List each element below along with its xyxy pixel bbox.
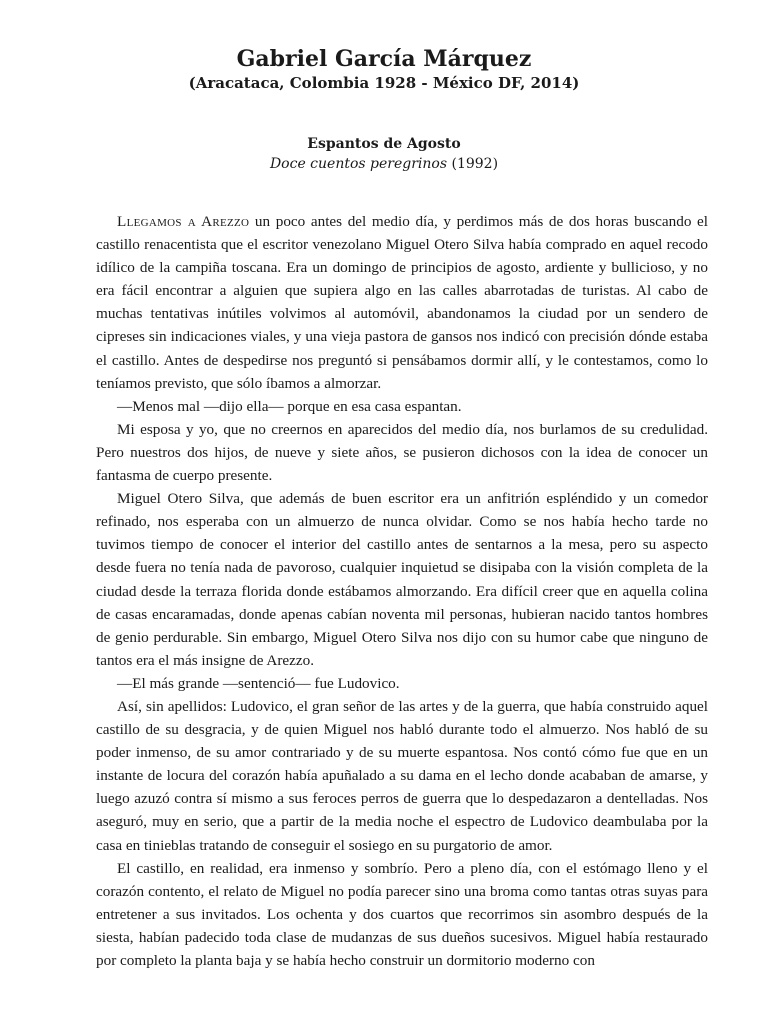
author-name: Gabriel García Márquez bbox=[236, 46, 532, 72]
paragraph bbox=[96, 210, 708, 395]
story-body bbox=[96, 210, 708, 972]
paragraph: Mi esposa y yo, que no creernos en aparecidos del medio día, nos burlamos de su credulidad. Pero nuestros dos hijos, de nueve y siete años, se pusieron dichosos con la idea de conocer un fantasma de cuerpo presente. bbox=[96, 420, 708, 485]
paragraph: Miguel Otero Silva, que además de buen escritor era un anfitrión espléndido y un comedor refinado, nos esperaba con un almuerzo de nunca olvidar. Como se nos había hecho tarde no tuvimos tiempo de conocer el interior del castillo antes de sentarnos a la mesa, pero su aspecto desde fuera no tenía nada de pavoroso, cualquier inquietud se disipaba con la visión completa de la ciudad desde la terraza florida donde estábamos almorzando. Era difícil creer que en aquella colina de casas encaramadas, donde apenas cabían noventa mil personas, hubieran nacido tantos hombres de genio perdurable. Sin embargo, Miguel Otero Silva nos dijo con su humor cabe que ninguno de tantos era el más insigne de Arezzo. bbox=[96, 490, 708, 669]
paragraph: —Menos mal —dijo ella— porque en esa casa espantan. bbox=[117, 397, 462, 415]
paragraph: El castillo, en realidad, era inmenso y sombrío. Pero a pleno día, con el estómago lleno y el corazón contento, el relato de Miguel no podía parecer sino una broma como tantas otras suyas para entretener a sus invitados. Los ochenta y dos cuartos que recorrimos sin asombro después de la siesta, habían padecido toda clase de mudanzas de sus dueños sucesivos. Miguel había restaurado por completo la planta baja y se había hecho construir un dormitorio moderno con bbox=[96, 859, 708, 969]
paragraph: —El más grande —sentenció— fue Ludovico. bbox=[117, 674, 400, 692]
author-lifespan: (Aracataca, Colombia 1928 - México DF, 2014) bbox=[188, 74, 580, 92]
book-title: Doce cuentos peregrinos bbox=[269, 156, 448, 172]
paragraph-text: un poco antes del medio día, y perdimos más de dos horas buscando el castillo renacentista que el escritor venezolano Miguel Otero Silva había comprado en aquel recodo idílico de la campiña toscana. Era un domingo de principios de agosto, ardiente y bullicioso, y no era fácil encontrar a alguien que supiera algo en las calles abarrotadas de turistas. Al cabo de muchas tentativas inútiles volvimos al automóvil, abandonamos la ciudad por un sendero de cipreses sin indicaciones viales, y una vieja pastora de gansos nos indicó con precisión dónde estaba el castillo. Antes de despedirse nos preguntó si pensábamos dormir allí, y le contestamos, como lo teníamos previsto, que sólo íbamos a almorzar. bbox=[96, 213, 709, 392]
paragraph: Así, sin apellidos: Ludovico, el gran señor de las artes y de la guerra, que había construido aquel castillo de su desgracia, y de quien Miguel nos habló durante todo el almuerzo. Nos habló de su poder inmenso, de su amor contrariado y de su muerte espantosa. Nos contó cómo fue que en un instante de locura del corazón había apuñalado a su dama en el lecho donde acababan de amarse, y luego azuzó contra sí mismo a sus feroces perros de guerra que lo despedazaron a dentelladas. Nos aseguró, muy en serio, que a partir de la media noche el espectro de Ludovico deambulaba por la casa en tinieblas tratando de conseguir el sosiego en su purgatorio de amor. bbox=[96, 697, 708, 854]
book-reference bbox=[0, 156, 768, 172]
story-title: Espantos de Agosto bbox=[307, 136, 461, 152]
opening-words: Llegamos a Arezzo bbox=[117, 213, 250, 230]
book-year: (1992) bbox=[451, 156, 499, 172]
